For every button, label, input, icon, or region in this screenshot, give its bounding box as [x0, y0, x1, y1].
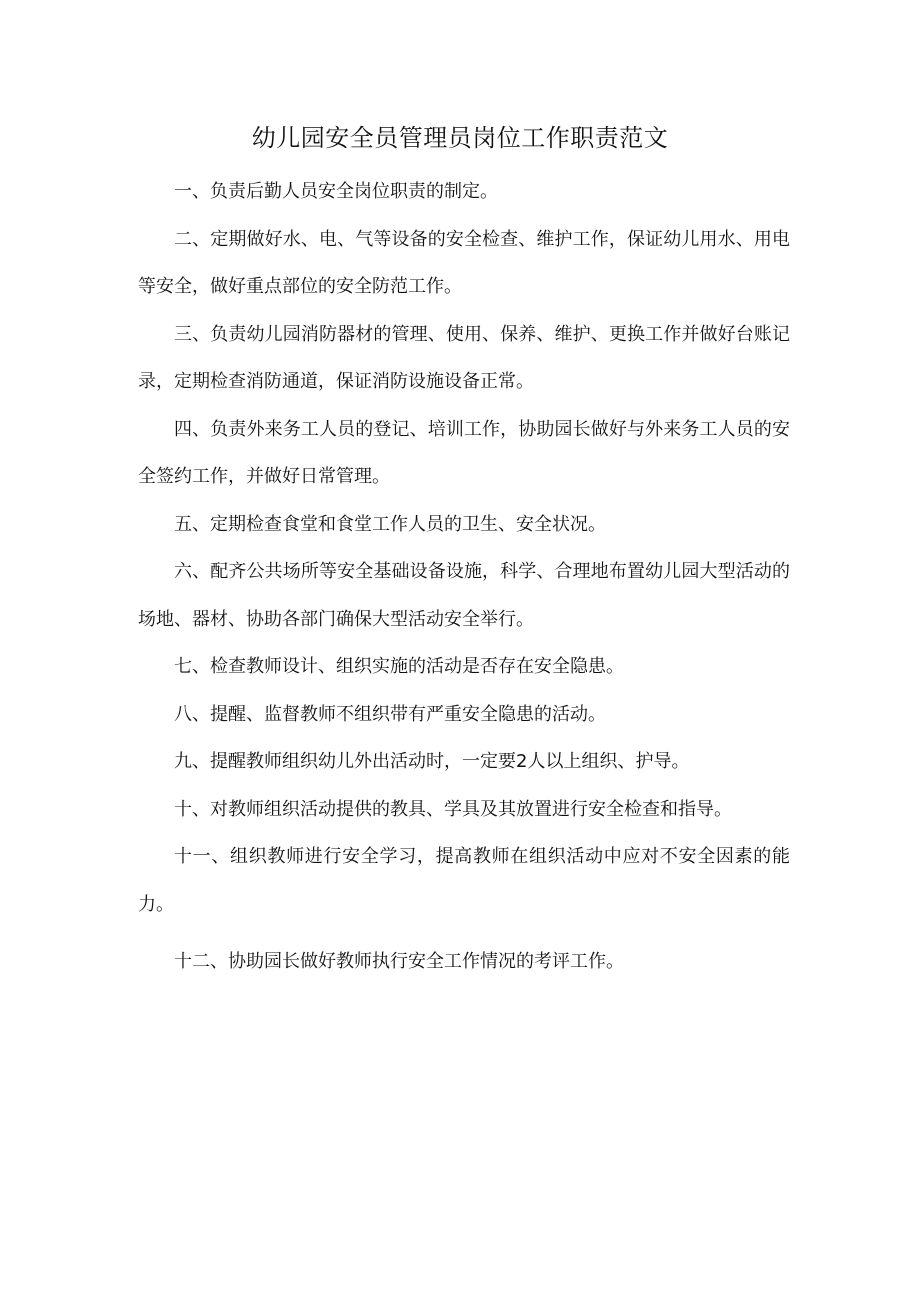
- paragraph-7: 七、检查教师设计、组织实施的活动是否存在安全隐患。: [174, 656, 624, 677]
- paragraph-8: 八、提醒、监督教师不组织带有严重安全隐患的活动。: [174, 703, 606, 725]
- document-body: [138, 168, 790, 986]
- paragraph-12: 十二、协助园长做好教师执行安全工作情况的考评工作。: [174, 951, 624, 972]
- paragraph-6: 六、配齐公共场所等安全基础设备设施，科学、合理地布置幼儿园大型活动的场地、器材、协助各部门确保大型活动安全举行。: [138, 561, 790, 630]
- paragraph-4: 四、负责外来务工人员的登记、培训工作，协助园长做好与外来务工人员的安全签约工作，并做好日常管理。: [138, 418, 790, 487]
- paragraph-9: 九、提醒教师组织幼儿外出活动时，一定要2人以上组织、护导。: [174, 751, 690, 772]
- paragraph-10: 十、对教师组织活动提供的教具、学具及其放置进行安全检查和指导。: [174, 798, 732, 820]
- paragraph-5: 五、定期检查食堂和食堂工作人员的卫生、安全状况。: [174, 513, 606, 535]
- document-title: 幼儿园安全员管理员岗位工作职责范文: [251, 124, 669, 152]
- paragraph-1: 一、负责后勤人员安全岗位职责的制定。: [174, 181, 498, 202]
- paragraph-11: 十一、组织教师进行安全学习，提高教师在组织活动中应对不安全因素的能力。: [138, 846, 790, 915]
- paragraph-2: 二、定期做好水、电、气等设备的安全检查、维护工作，保证幼儿用水、用电等安全，做好重点部位的安全防范工作。: [138, 228, 790, 297]
- paragraph-3: 三、负责幼儿园消防器材的管理、使用、保养、维护、更换工作并做好台账记录，定期检查消防通道，保证消防设施设备正常。: [138, 323, 790, 392]
